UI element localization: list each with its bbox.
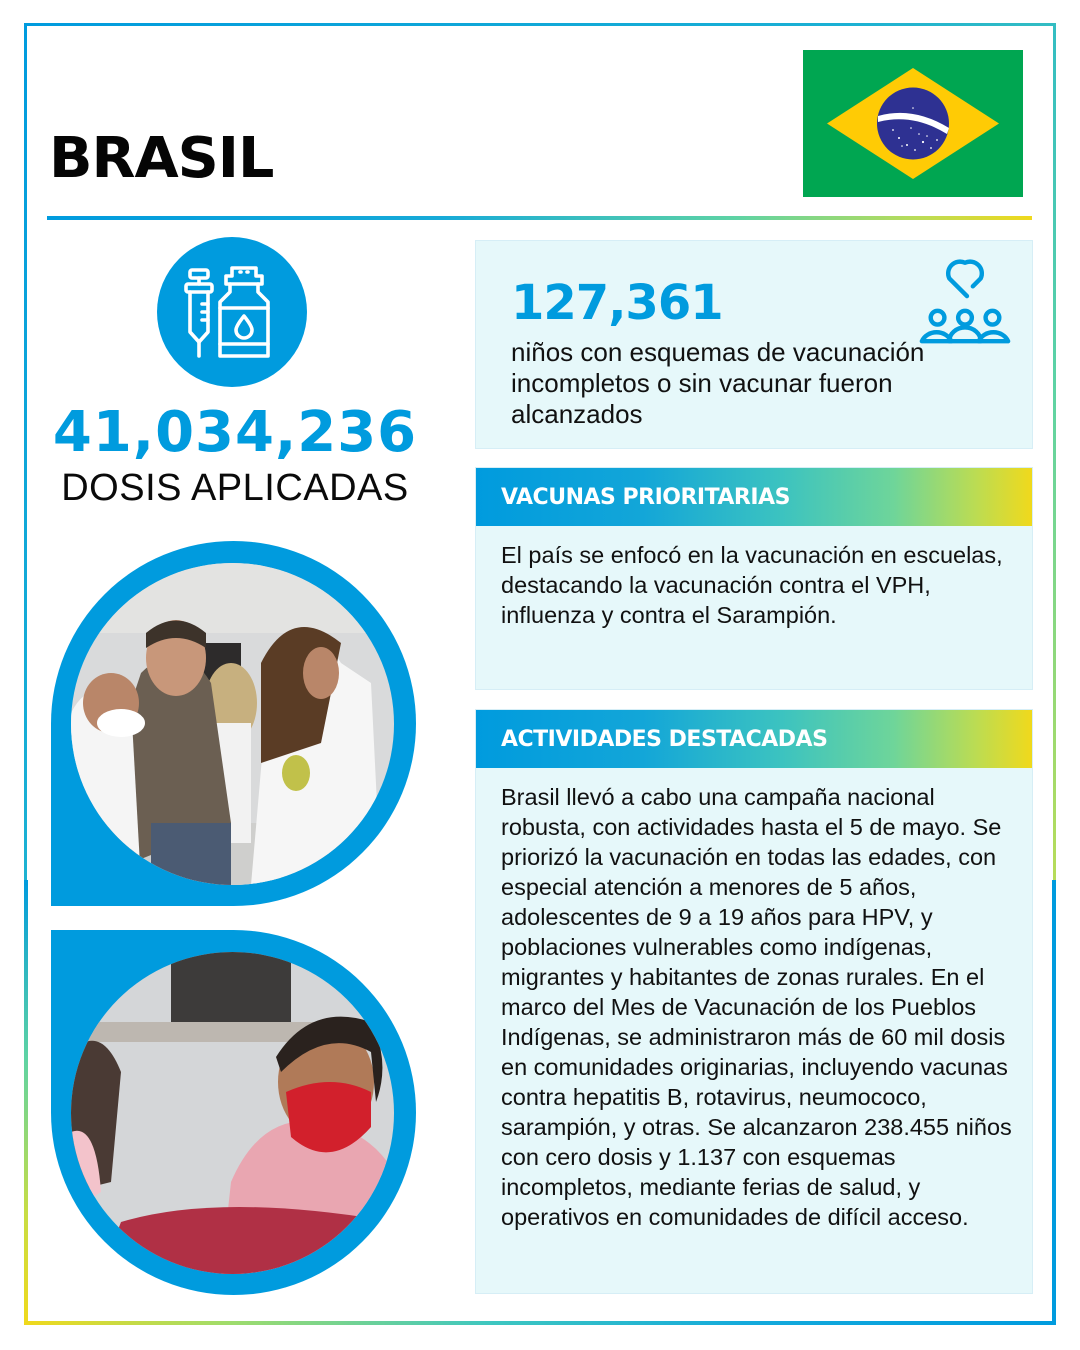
highlighted-activities-title: ACTIVIDADES DESTACADAS <box>501 726 828 752</box>
priority-vaccines-title: VACUNAS PRIORITARIAS <box>501 484 790 510</box>
frame-right-edge <box>1052 880 1056 1325</box>
doses-applied-label: DOSIS APLICADAS <box>61 467 409 509</box>
priority-vaccines-text: El país se enfocó en la vacunación en escuelas, destacando la vacunación contra el VPH, influenza y contra el Sarampión. <box>501 542 1003 628</box>
frame-left-gradient <box>24 880 28 1325</box>
highlighted-activities-card <box>475 709 1033 1294</box>
frame-bottom-gradient <box>24 1321 1056 1325</box>
header-divider <box>47 216 1032 220</box>
brazil-flag-icon <box>803 50 1023 197</box>
vaccine-syringe-vial-icon <box>157 237 307 387</box>
heart-people-icon <box>916 253 1014 351</box>
priority-vaccines-card <box>475 467 1033 690</box>
vaccination-photo <box>51 541 416 906</box>
highlighted-activities-text: Brasil llevó a cabo una campaña nacional robusta, con actividades hasta el 5 de mayo. Se priorizó la vacunación en todas las edades, con especial atención a menores de 5 años, adolescentes de 9 a 19 años para HPV, y poblaciones vulnerables como indígenas, migrantes y habitantes de zonas rurales. En el marco del Mes de Vacunación de los Pueblos Indígenas, se administraron más de 60 mil dosis en comunidades originarias, incluyendo vacunas contra hepatitis B, rotavirus, neumococo, sarampión, y otras. Se alcanzaron 238.455 niños con cero dosis y 1.137 con esquemas incompletos, mediante ferias de salud, y operativos en comunidades de difícil acceso. <box>501 784 1012 1230</box>
children-reached-value: 127,361 <box>511 275 723 331</box>
priority-vaccines-header <box>476 468 1032 526</box>
doses-applied-value: 41,034,236 <box>52 400 418 465</box>
children-reached-card <box>475 240 1033 449</box>
highlighted-activities-header <box>476 710 1032 768</box>
country-title: BRASIL <box>49 126 274 191</box>
children-reached-description: niños con esquemas de vacunación incompletos o sin vacunar fueron alcanzados <box>511 337 925 429</box>
masked-woman-photo <box>51 930 416 1295</box>
